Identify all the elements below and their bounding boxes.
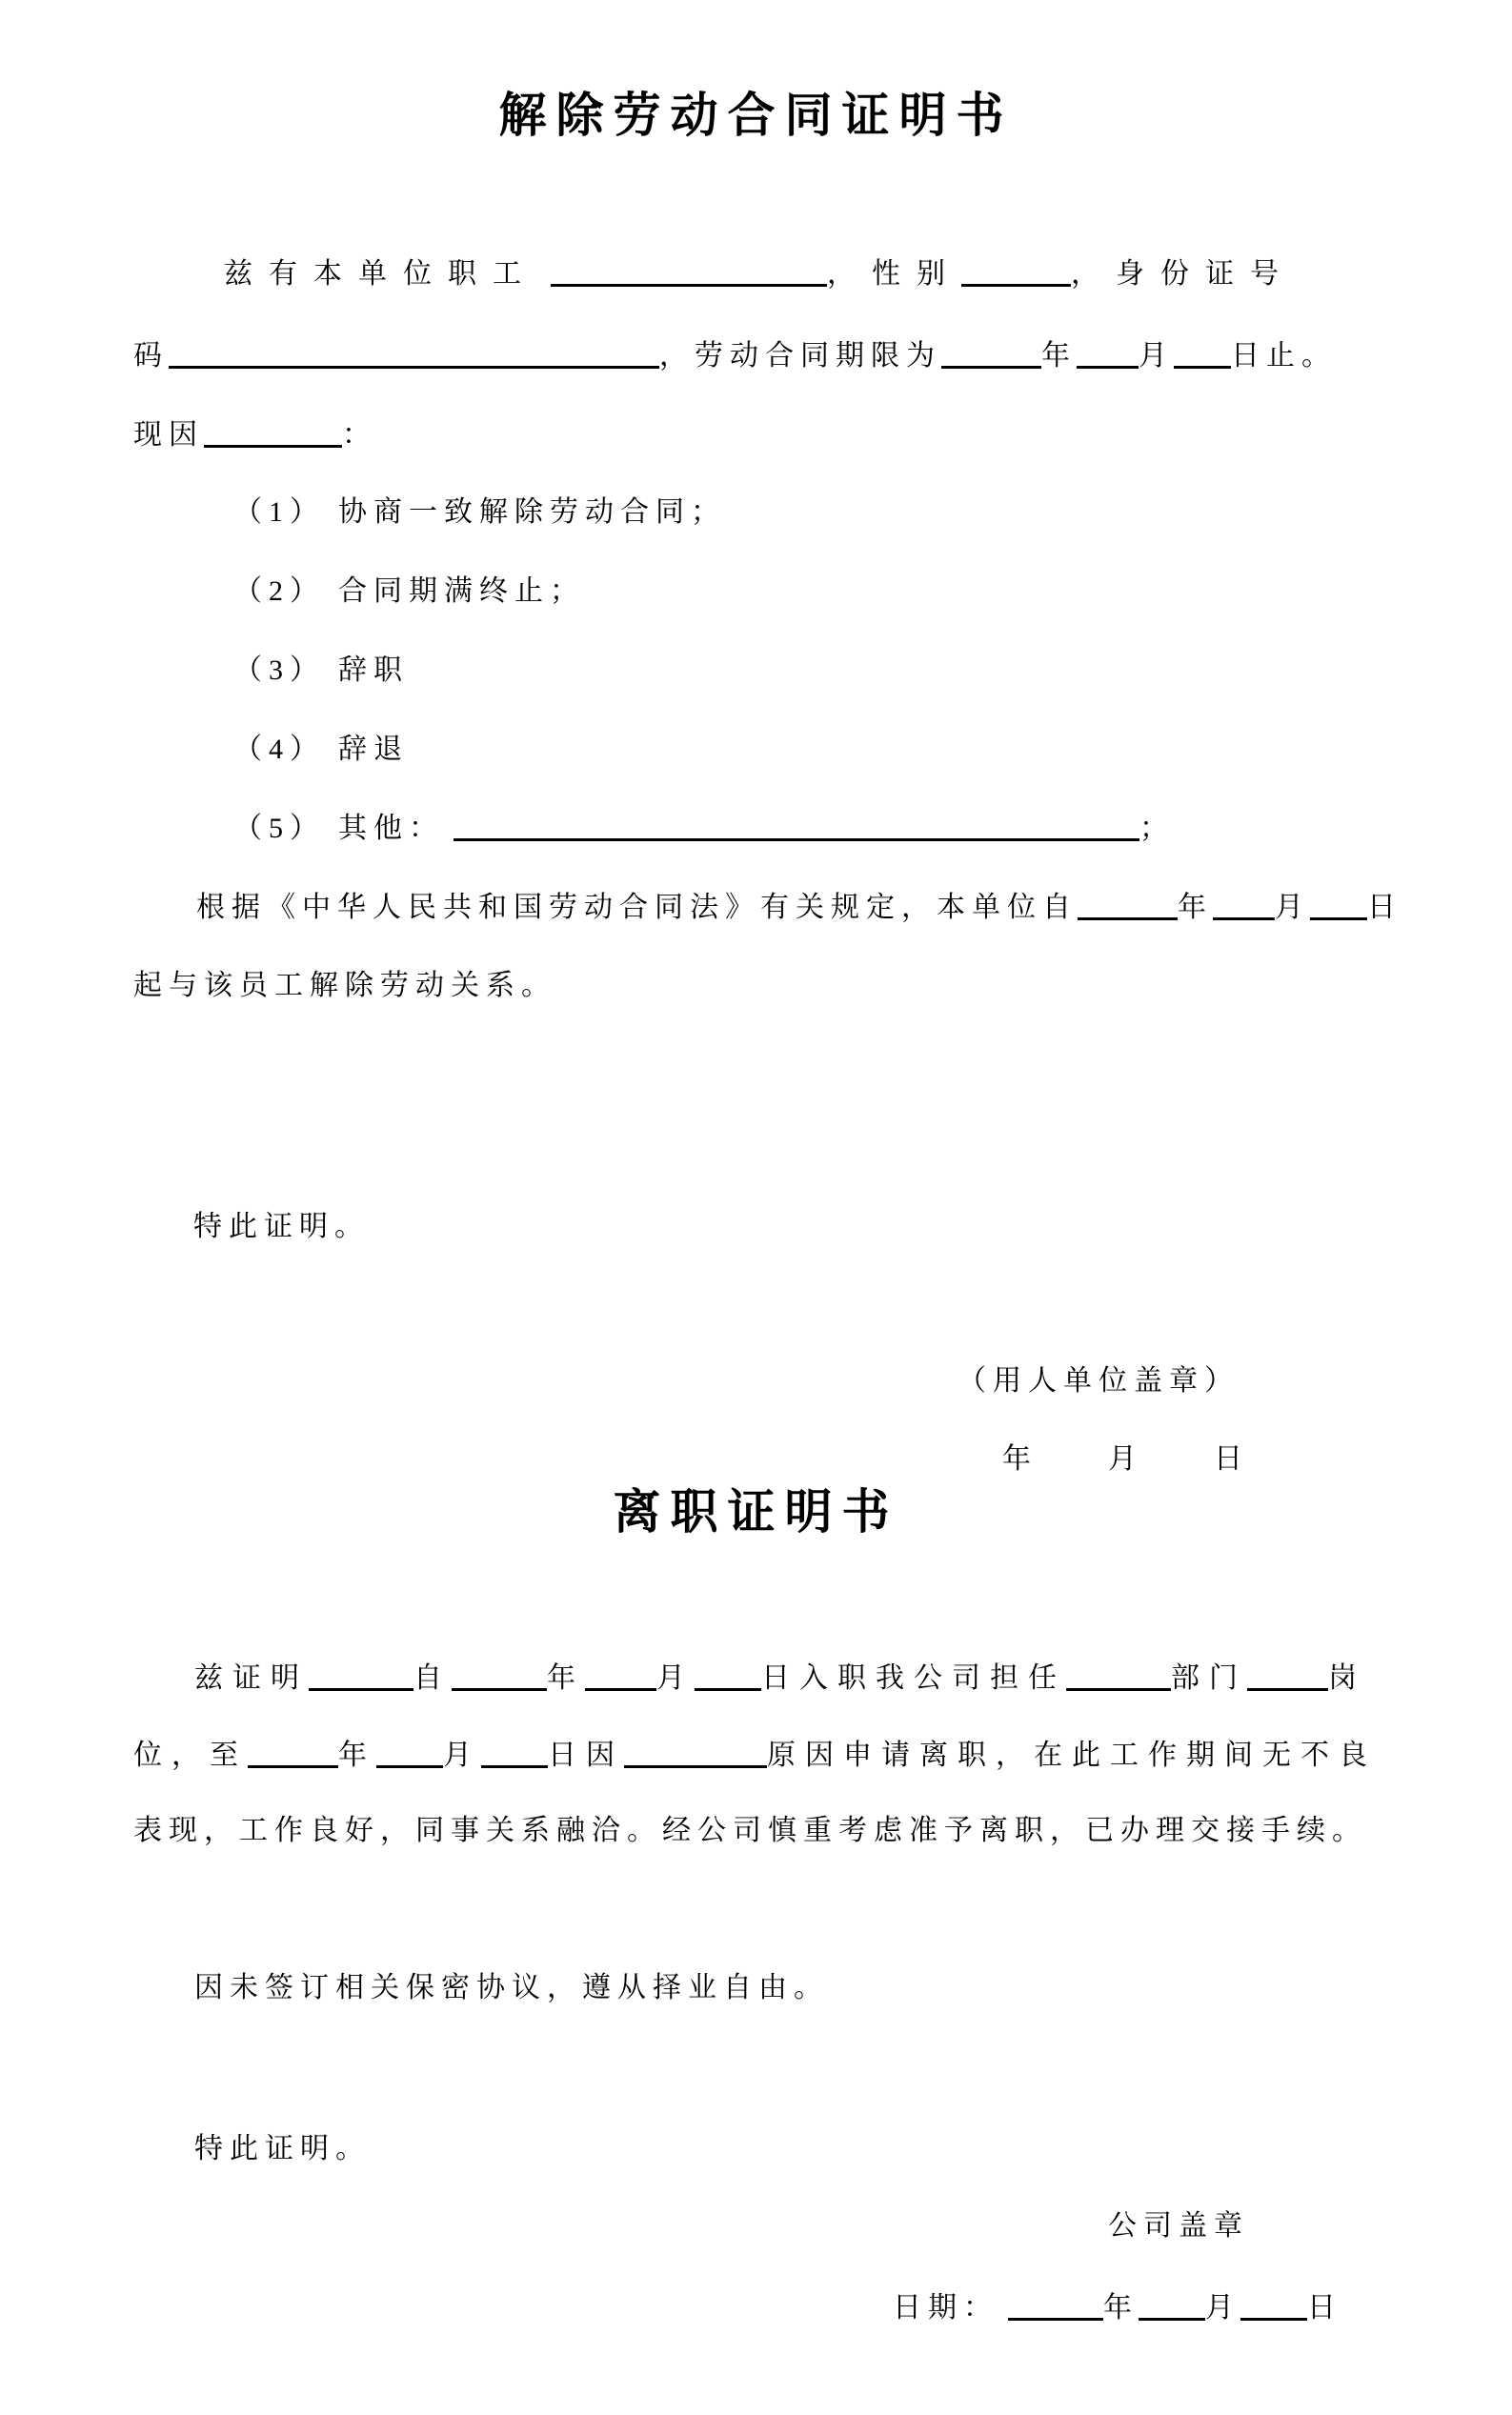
- item-number: （1）: [233, 496, 325, 528]
- doc2-p1-line3: 表现，工作良好，同事关系融洽。经公司慎重考虑准予离职，已办理交接手续。: [133, 1815, 1367, 1846]
- doc1-title: 解除劳动合同证明书: [498, 89, 1014, 142]
- blank-field-other-reason: [454, 806, 1139, 841]
- text-run: 月: [656, 1662, 695, 1694]
- doc1-reason-item-2: [133, 563, 1377, 620]
- blank-field-month: [376, 1733, 443, 1768]
- doc2-title: 离职证明书: [613, 1485, 899, 1539]
- blank-field-day: [481, 1733, 548, 1768]
- blank-field-name: [551, 252, 827, 287]
- doc2-p2: 因未签订相关保密协议，遵从择业自由。: [194, 1972, 829, 2003]
- text-run: 日期：: [893, 2292, 998, 2324]
- text-run: 部门: [1171, 1662, 1247, 1694]
- doc2-p1-line2: [133, 1727, 1377, 1784]
- text-run: 月: [1275, 892, 1310, 923]
- text-run: 月: [1139, 340, 1174, 372]
- blank-field-year: [1078, 885, 1178, 920]
- text-run: 日: [1307, 2292, 1342, 2324]
- doc1-p2-line2: 起与该员工解除劳动关系。: [133, 970, 556, 1001]
- text-run: 兹有本单位职工: [224, 258, 537, 290]
- item-number: （4）: [233, 734, 325, 765]
- doc2-certify-statement: 特此证明。: [194, 2133, 371, 2164]
- blank-field-leave-reason: [624, 1733, 767, 1768]
- item-number: （5）: [233, 813, 325, 844]
- text-run: 现因: [133, 419, 204, 451]
- blank-field-year: [941, 333, 1041, 369]
- blank-field-reason: [204, 413, 342, 448]
- text-run: 位，至: [133, 1740, 248, 1771]
- text-run: 日因: [548, 1740, 624, 1771]
- text-run: ：: [342, 419, 377, 451]
- doc1-reason-item-3: [133, 642, 1377, 699]
- item-text: 辞职: [338, 654, 409, 686]
- text-run: 年: [1041, 340, 1077, 372]
- item-number: （2）: [233, 575, 325, 607]
- blank-field-month: [1213, 885, 1275, 920]
- doc1-p1-line2: [133, 328, 1377, 385]
- doc2-company-seal-note: 公司盖章: [1108, 2210, 1249, 2242]
- text-run: 日入职我公司担任: [761, 1662, 1066, 1694]
- blank-field-month: [1077, 333, 1139, 369]
- doc1-p2-line1: [133, 879, 1402, 936]
- text-run: ，身份证号: [1071, 258, 1295, 290]
- item-text: 其他：: [338, 813, 444, 844]
- blank-field-day: [695, 1656, 761, 1691]
- text-run: 根据《中华人民共和国劳动合同法》有关规定，本单位自: [196, 892, 1078, 923]
- doc2-date-line: [133, 2280, 1377, 2337]
- item-text: 协商一致解除劳动合同；: [338, 496, 726, 528]
- blank-field-department: [1066, 1656, 1171, 1691]
- item-number: （3）: [233, 654, 325, 686]
- text-run: 日止。: [1231, 340, 1337, 372]
- text-run: 年: [547, 1662, 585, 1694]
- item-text: ；: [1139, 813, 1175, 844]
- blank-field-name: [309, 1656, 413, 1691]
- doc1-date-line: 年 月 日: [1002, 1443, 1249, 1475]
- doc1-reason-item-5: [133, 800, 1377, 857]
- text-run: 月: [443, 1740, 481, 1771]
- blank-field-position: [1247, 1656, 1328, 1691]
- text-run: 原因申请离职，在此工作期间无不良: [767, 1740, 1377, 1771]
- text-run: 自: [413, 1662, 452, 1694]
- doc2-p1-line1: [133, 1650, 1377, 1707]
- blank-field-year: [1008, 2285, 1103, 2321]
- blank-field-year: [248, 1733, 338, 1768]
- item-text: 辞退: [338, 734, 409, 765]
- text-run: ，性别: [827, 258, 961, 290]
- blank-field-id-number: [169, 333, 659, 369]
- text-run: 兹证明: [194, 1662, 309, 1694]
- doc1-employer-seal-note: （用人单位盖章）: [958, 1365, 1240, 1397]
- blank-field-month: [585, 1656, 656, 1691]
- doc1-p1-line3: [133, 407, 1377, 464]
- text-run: ，劳动合同期限为: [659, 340, 941, 372]
- blank-field-day: [1174, 333, 1231, 369]
- text-run: 岗: [1328, 1662, 1366, 1694]
- text-run: 年: [1103, 2292, 1139, 2324]
- blank-field-gender: [961, 252, 1071, 287]
- text-run: 年: [338, 1740, 376, 1771]
- blank-field-day: [1310, 885, 1367, 920]
- doc1-reason-item-4: [133, 721, 1377, 778]
- text-run: 码: [133, 340, 169, 372]
- text-run: 年: [1178, 892, 1213, 923]
- blank-field-year: [452, 1656, 547, 1691]
- blank-field-month: [1139, 2285, 1205, 2321]
- blank-field-day: [1240, 2285, 1307, 2321]
- doc1-p1-line1: [133, 246, 1377, 303]
- doc1-certify-statement: 特此证明。: [193, 1211, 370, 1242]
- text-run: 日: [1367, 892, 1402, 923]
- doc1-reason-item-1: [133, 484, 1377, 541]
- text-run: 月: [1205, 2292, 1240, 2324]
- item-text: 合同期满终止；: [338, 575, 585, 607]
